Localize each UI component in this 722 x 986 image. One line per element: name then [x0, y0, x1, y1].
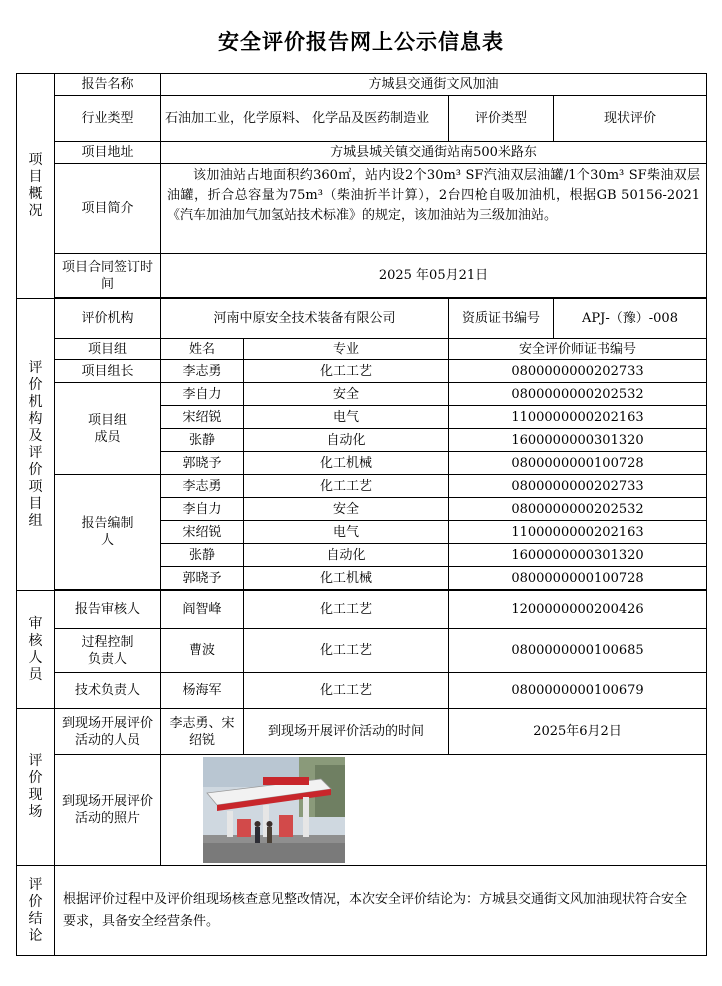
industry-value: 石油加工业，化学原料、 化学品及医药制造业 — [161, 96, 449, 142]
section-site-label: 评价现场 — [17, 709, 55, 866]
member-major: 电气 — [244, 406, 449, 429]
author-major: 化工机械 — [244, 567, 449, 590]
site-photo-label: 到现场开展评价活动的照片 — [55, 755, 161, 866]
member-name: 宋绍锐 — [161, 406, 244, 429]
member-major: 化工机械 — [244, 452, 449, 475]
author-cert: 0800000000202532 — [449, 498, 707, 521]
section-conclusion-label: 评价结论 — [17, 866, 55, 956]
review-major: 化工工艺 — [244, 629, 449, 673]
author-major: 化工工艺 — [244, 475, 449, 498]
site-time: 2025年6月2日 — [449, 709, 707, 755]
intro-value: 该加油站占地面积约360㎡，站内设2个30m³ SF汽油双层油罐/1个30m³ SF柴油双层油罐，折合总容量为75m³（柴油折半计算），2台四枪自吸加油机，根据GB 50156-2021《汽车加油加气加氢站技术标准》的规定，该加油站为三级加油站。 — [161, 164, 707, 254]
page-title: 安全评价报告网上公示信息表 — [218, 30, 504, 54]
header-major: 专业 — [244, 339, 449, 360]
member-cert: 0800000000202532 — [449, 383, 707, 406]
author-major: 安全 — [244, 498, 449, 521]
cert-no: APJ-（豫）-008 — [554, 299, 707, 339]
member-name: 李自力 — [161, 383, 244, 406]
member-name: 郭晓予 — [161, 452, 244, 475]
leader-major: 化工工艺 — [244, 360, 449, 383]
member-cert: 1600000000301320 — [449, 429, 707, 452]
leader-cert: 0800000000202733 — [449, 360, 707, 383]
contract-date: 2025 年05月21日 — [161, 254, 707, 298]
review-cert: 1200000000200426 — [449, 591, 707, 629]
site-people: 李志勇、宋绍锐 — [161, 709, 244, 755]
author-cert: 1100000000202163 — [449, 521, 707, 544]
org-label: 评价机构 — [55, 299, 161, 339]
member-cert: 0800000000100728 — [449, 452, 707, 475]
author-major: 自动化 — [244, 544, 449, 567]
eval-type-value: 现状评价 — [554, 96, 707, 142]
conclusion-text: 根据评价过程中及评价组现场核查意见整改情况，本次安全评价结论为：方城县交通街文风加油现状符合安全要求，具备安全经营条件。 — [55, 866, 707, 956]
author-cert: 0800000000100728 — [449, 567, 707, 590]
intro-label: 项目简介 — [55, 164, 161, 254]
site-time-label: 到现场开展评价活动的时间 — [244, 709, 449, 755]
section-org-label: 评价机构及评价项目组 — [17, 299, 55, 591]
site-people-label: 到现场开展评价活动的人员 — [55, 709, 161, 755]
org-name: 河南中原安全技术装备有限公司 — [161, 299, 449, 339]
header-group: 项目组 — [55, 339, 161, 360]
contract-label: 项目合同签订时间 — [55, 254, 161, 298]
author-major: 电气 — [244, 521, 449, 544]
leader-label: 项目组长 — [55, 360, 161, 383]
leader-name: 李志勇 — [161, 360, 244, 383]
info-table — [16, 73, 707, 956]
author-name: 张静 — [161, 544, 244, 567]
author-name: 郭晓予 — [161, 567, 244, 590]
report-name-value: 方城县交通街文风加油 — [161, 74, 707, 96]
review-label: 技术负责人 — [55, 673, 161, 709]
eval-type-label: 评价类型 — [449, 96, 554, 142]
gas-station-photo-icon — [203, 757, 345, 863]
cert-label: 资质证书编号 — [449, 299, 554, 339]
review-label: 报告审核人 — [55, 591, 161, 629]
review-major: 化工工艺 — [244, 591, 449, 629]
review-name: 曹波 — [161, 629, 244, 673]
industry-label: 行业类型 — [55, 96, 161, 142]
review-label: 过程控制负责人 — [55, 629, 161, 673]
address-value: 方城县城关镇交通街站南500米路东 — [161, 142, 707, 164]
review-name: 阎智峰 — [161, 591, 244, 629]
review-major: 化工工艺 — [244, 673, 449, 709]
review-name: 杨海军 — [161, 673, 244, 709]
section-overview-label: 项目概况 — [17, 74, 55, 299]
address-label: 项目地址 — [55, 142, 161, 164]
member-cert: 1100000000202163 — [449, 406, 707, 429]
members-label: 项目组成员 — [55, 383, 161, 475]
author-name: 李自力 — [161, 498, 244, 521]
member-major: 安全 — [244, 383, 449, 406]
author-name: 李志勇 — [161, 475, 244, 498]
authors-label: 报告编制人 — [55, 475, 161, 590]
author-name: 宋绍锐 — [161, 521, 244, 544]
review-cert: 0800000000100685 — [449, 629, 707, 673]
header-cert: 安全评价师证书编号 — [449, 339, 707, 360]
author-cert: 0800000000202733 — [449, 475, 707, 498]
site-photo-cell — [161, 755, 707, 866]
report-name-label: 报告名称 — [55, 74, 161, 96]
member-major: 自动化 — [244, 429, 449, 452]
review-cert: 0800000000100679 — [449, 673, 707, 709]
member-name: 张静 — [161, 429, 244, 452]
section-review-label: 审核人员 — [17, 591, 55, 709]
header-name: 姓名 — [161, 339, 244, 360]
author-cert: 1600000000301320 — [449, 544, 707, 567]
